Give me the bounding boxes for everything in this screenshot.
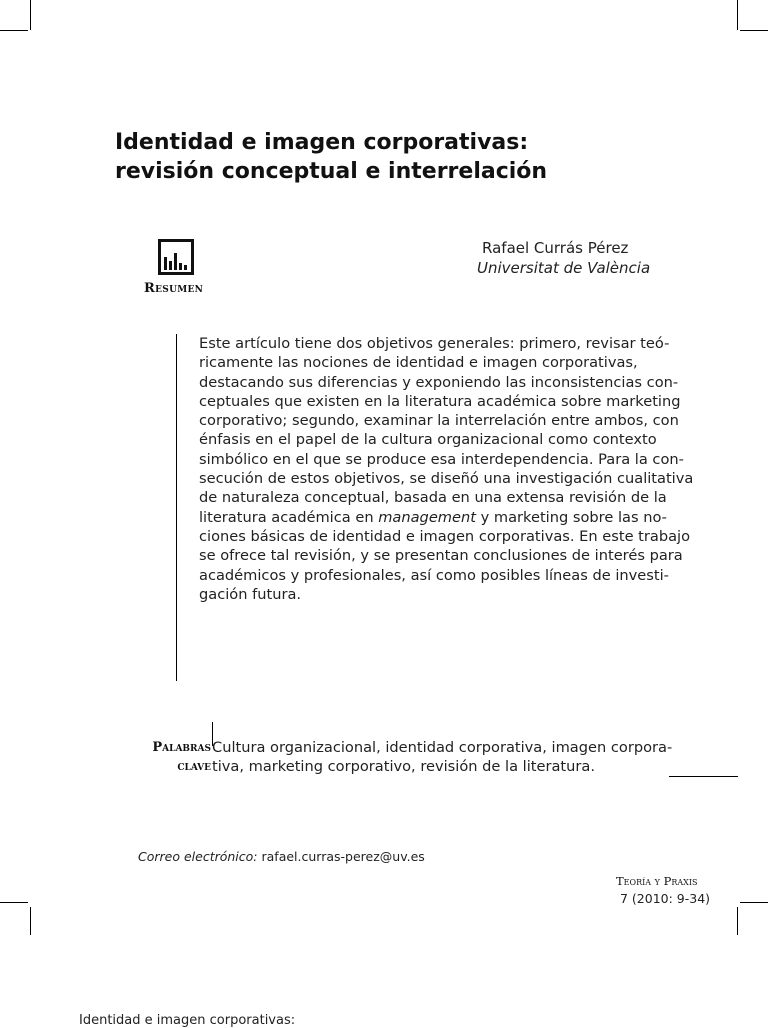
- page-title: [115, 128, 675, 186]
- email-label: Correo electrónico:: [138, 849, 258, 864]
- keywords-line-2: tiva, marketing corporativo, revisión de la literatura.: [212, 758, 595, 775]
- abstract-fragment: y marketing sobre las no-: [475, 508, 667, 526]
- crop-mark: [0, 30, 28, 31]
- abstract-line-mixed: [199, 508, 745, 527]
- journal-name: Teoría y Praxis: [616, 874, 698, 888]
- abstract-line: ceptuales que existen en la literatura académica sobre marketing: [199, 392, 681, 410]
- abstract-rule: [176, 334, 177, 681]
- abstract-line: gación futura.: [199, 585, 302, 603]
- email-line: [138, 849, 425, 864]
- abstract-line: académicos y profesionales, así como posibles líneas de investi-: [199, 566, 669, 584]
- abstract-text: [199, 334, 745, 604]
- abstract-line: simbólico en el que se produce esa interdependencia. Para la con-: [199, 450, 684, 468]
- author-name: Rafael Currás Pérez: [482, 239, 629, 257]
- crop-mark: [740, 30, 768, 31]
- abstract-line: destacando sus diferencias y exponiendo las inconsistencias con-: [199, 373, 679, 391]
- abstract-line: énfasis en el papel de la cultura organizacional como contexto: [199, 431, 657, 449]
- crop-mark: [30, 0, 31, 30]
- abstract-line: Este artículo tiene dos objetivos generales: primero, revisar teó-: [199, 335, 670, 352]
- keywords-text: [212, 738, 732, 776]
- section-label-resumen: Resumen: [144, 281, 204, 296]
- keywords-label: [137, 738, 211, 776]
- email-address: rafael.curras-perez@uv.es: [261, 849, 425, 864]
- abstract-line: se ofrece tal revisión, y se presentan conclusiones de interés para: [199, 547, 683, 565]
- keywords-label-line-1: Palabras: [152, 740, 211, 755]
- abstract-line: secución de estos objetivos, se diseñó una investigación cualitativa: [199, 470, 694, 488]
- crop-mark: [30, 907, 31, 935]
- keywords-end-rule: [669, 776, 738, 777]
- next-page-header: Identidad e imagen corporativas:: [79, 1013, 296, 1028]
- abstract-line: corporativo; segundo, examinar la interrelación entre ambos, con: [199, 412, 679, 430]
- title-line-1: Identidad e imagen corporativas:: [115, 130, 529, 155]
- title-line-2: revisión conceptual e interrelación: [115, 159, 548, 184]
- abstract-line: ricamente las nociones de identidad e imagen corporativas,: [199, 354, 638, 372]
- crop-mark: [737, 0, 738, 30]
- keywords-label-line-2: clave: [177, 759, 211, 774]
- abstract-italic-term: management: [378, 508, 476, 526]
- crop-mark: [737, 907, 738, 935]
- author-affiliation: Universitat de València: [477, 259, 651, 277]
- abstract-line: ciones básicas de identidad e imagen corporativas. En este trabajo: [199, 527, 691, 545]
- crop-mark: [740, 902, 768, 903]
- keywords-line-1: Cultura organizacional, identidad corporativa, imagen corpora-: [212, 739, 673, 756]
- crop-mark: [0, 902, 28, 903]
- journal-issue: 7 (2010: 9-34): [620, 891, 711, 906]
- abstract-line: de naturaleza conceptual, basada en una extensa revisión de la: [199, 489, 667, 507]
- bar-chart-icon: [158, 239, 194, 275]
- abstract-fragment: literatura académica en: [199, 508, 379, 526]
